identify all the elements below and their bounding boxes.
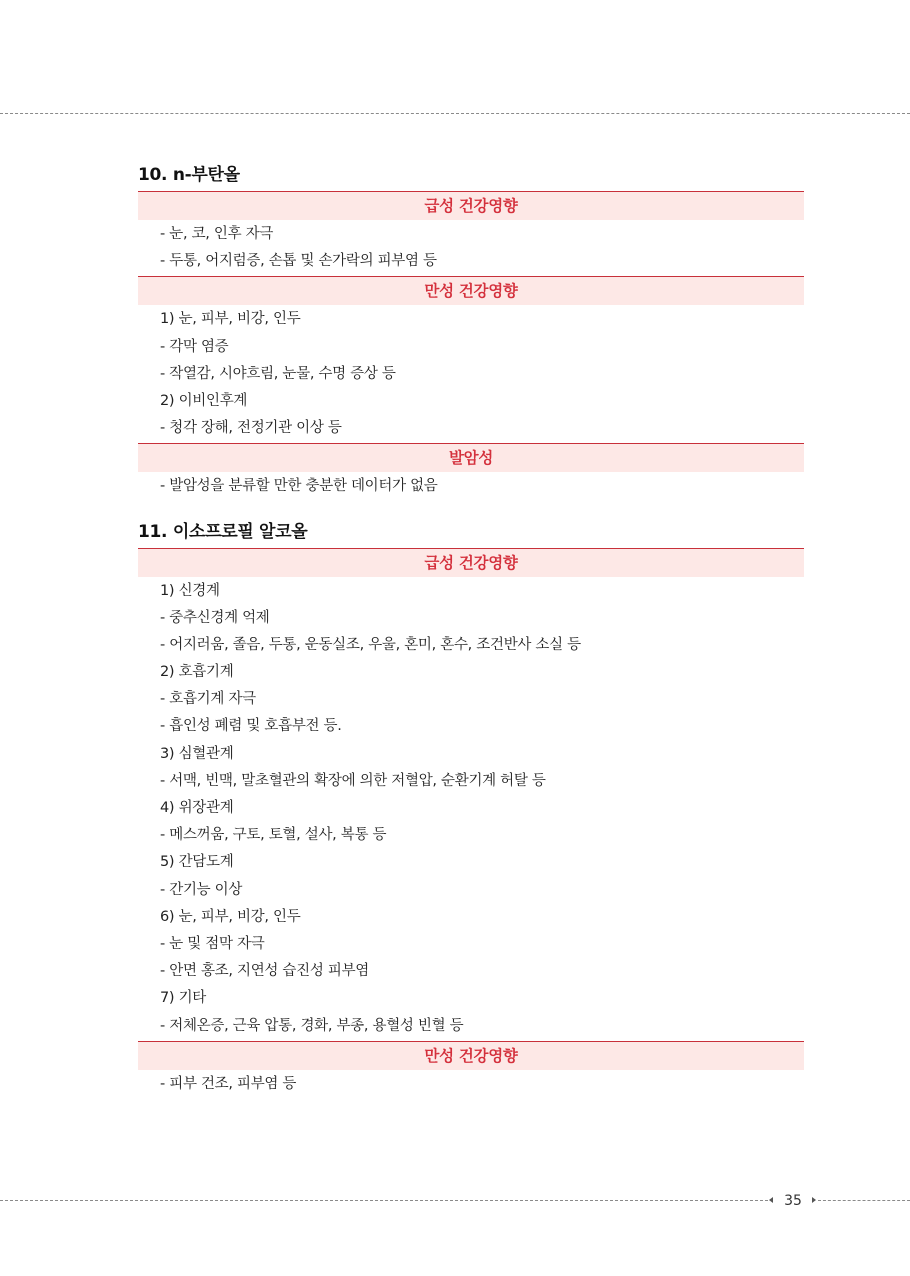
block-list-chronic [138,305,804,443]
list-item: - 간기능 이상 [160,881,243,898]
top-dashed-rule [0,113,910,114]
list-item: - 서맥, 빈맥, 말초혈관의 확장에 의한 저혈압, 순환기계 허탈 등 [160,772,546,789]
list-item: 4) 위장관계 [160,800,234,816]
list-item: - 피부 건조, 피부염 등 [160,1075,297,1092]
list-item: - 저체온증, 근육 압통, 경화, 부종, 용혈성 빈혈 등 [160,1017,464,1034]
list-item: 5) 간담도계 [160,854,234,871]
list-item: - 발암성을 분류할 만한 충분한 데이터가 없음 [160,478,438,495]
footer-dashed-rule-left [0,1200,768,1201]
list-item: - 작열감, 시야흐림, 눈물, 수명 증상 등 [160,365,396,382]
list-item: - 두통, 어지럼증, 손톱 및 손가락의 피부염 등 [160,253,437,270]
list-item: 6) 눈, 피부, 비강, 인두 [160,908,301,925]
list-item: 3) 심혈관계 [160,745,234,762]
list-item: - 안면 홍조, 지연성 습진성 피부염 [160,963,369,980]
list-item: - 눈, 코, 인후 자극 [160,226,274,242]
block-heading-acute: 급성 건강영향 [138,548,804,577]
list-item: - 흡인성 폐렴 및 호흡부전 등. [160,718,342,735]
list-item: - 어지러움, 졸음, 두통, 운동실조, 우울, 혼미, 혼수, 조건반사 소실 등 [160,636,581,653]
page-number: 35 [784,1193,802,1209]
triangle-left-icon [769,1197,773,1203]
block-list-chronic [138,1070,804,1099]
section-title: 10. n-부탄올 [138,165,240,185]
block-heading-acute: 급성 건강영향 [138,191,804,220]
page-content [138,161,804,1099]
block-heading-carcinogenicity: 발암성 [138,443,804,472]
list-item: - 메스꺼움, 구토, 토혈, 설사, 복통 등 [160,827,387,844]
list-item: 7) 기타 [160,990,207,1007]
block-list-acute [138,577,804,1041]
block-list-acute [138,220,804,276]
list-item: - 호흡기계 자극 [160,691,256,708]
list-item: 2) 호흡기계 [160,664,234,681]
block-list-carcinogenicity [138,472,804,501]
list-item: - 청각 장해, 전정기관 이상 등 [160,420,342,437]
list-item: 1) 눈, 피부, 비강, 인두 [160,311,301,328]
list-item: - 중추신경계 억제 [160,609,270,626]
footer-dashed-rule-right [818,1200,910,1201]
block-heading-chronic: 만성 건강영향 [138,1041,804,1070]
section-isopropyl-alcohol [138,518,804,1099]
section-n-butanol [138,161,804,502]
list-item: - 눈 및 점막 자극 [160,935,265,952]
section-title: 11. 이소프로필 알코올 [138,521,308,542]
list-item: 1) 신경계 [160,582,220,599]
page-footer [0,1192,910,1210]
list-item: 2) 이비인후계 [160,392,248,409]
block-heading-chronic: 만성 건강영향 [138,276,804,305]
triangle-right-icon [812,1197,816,1203]
list-item: - 각막 염증 [160,338,229,355]
